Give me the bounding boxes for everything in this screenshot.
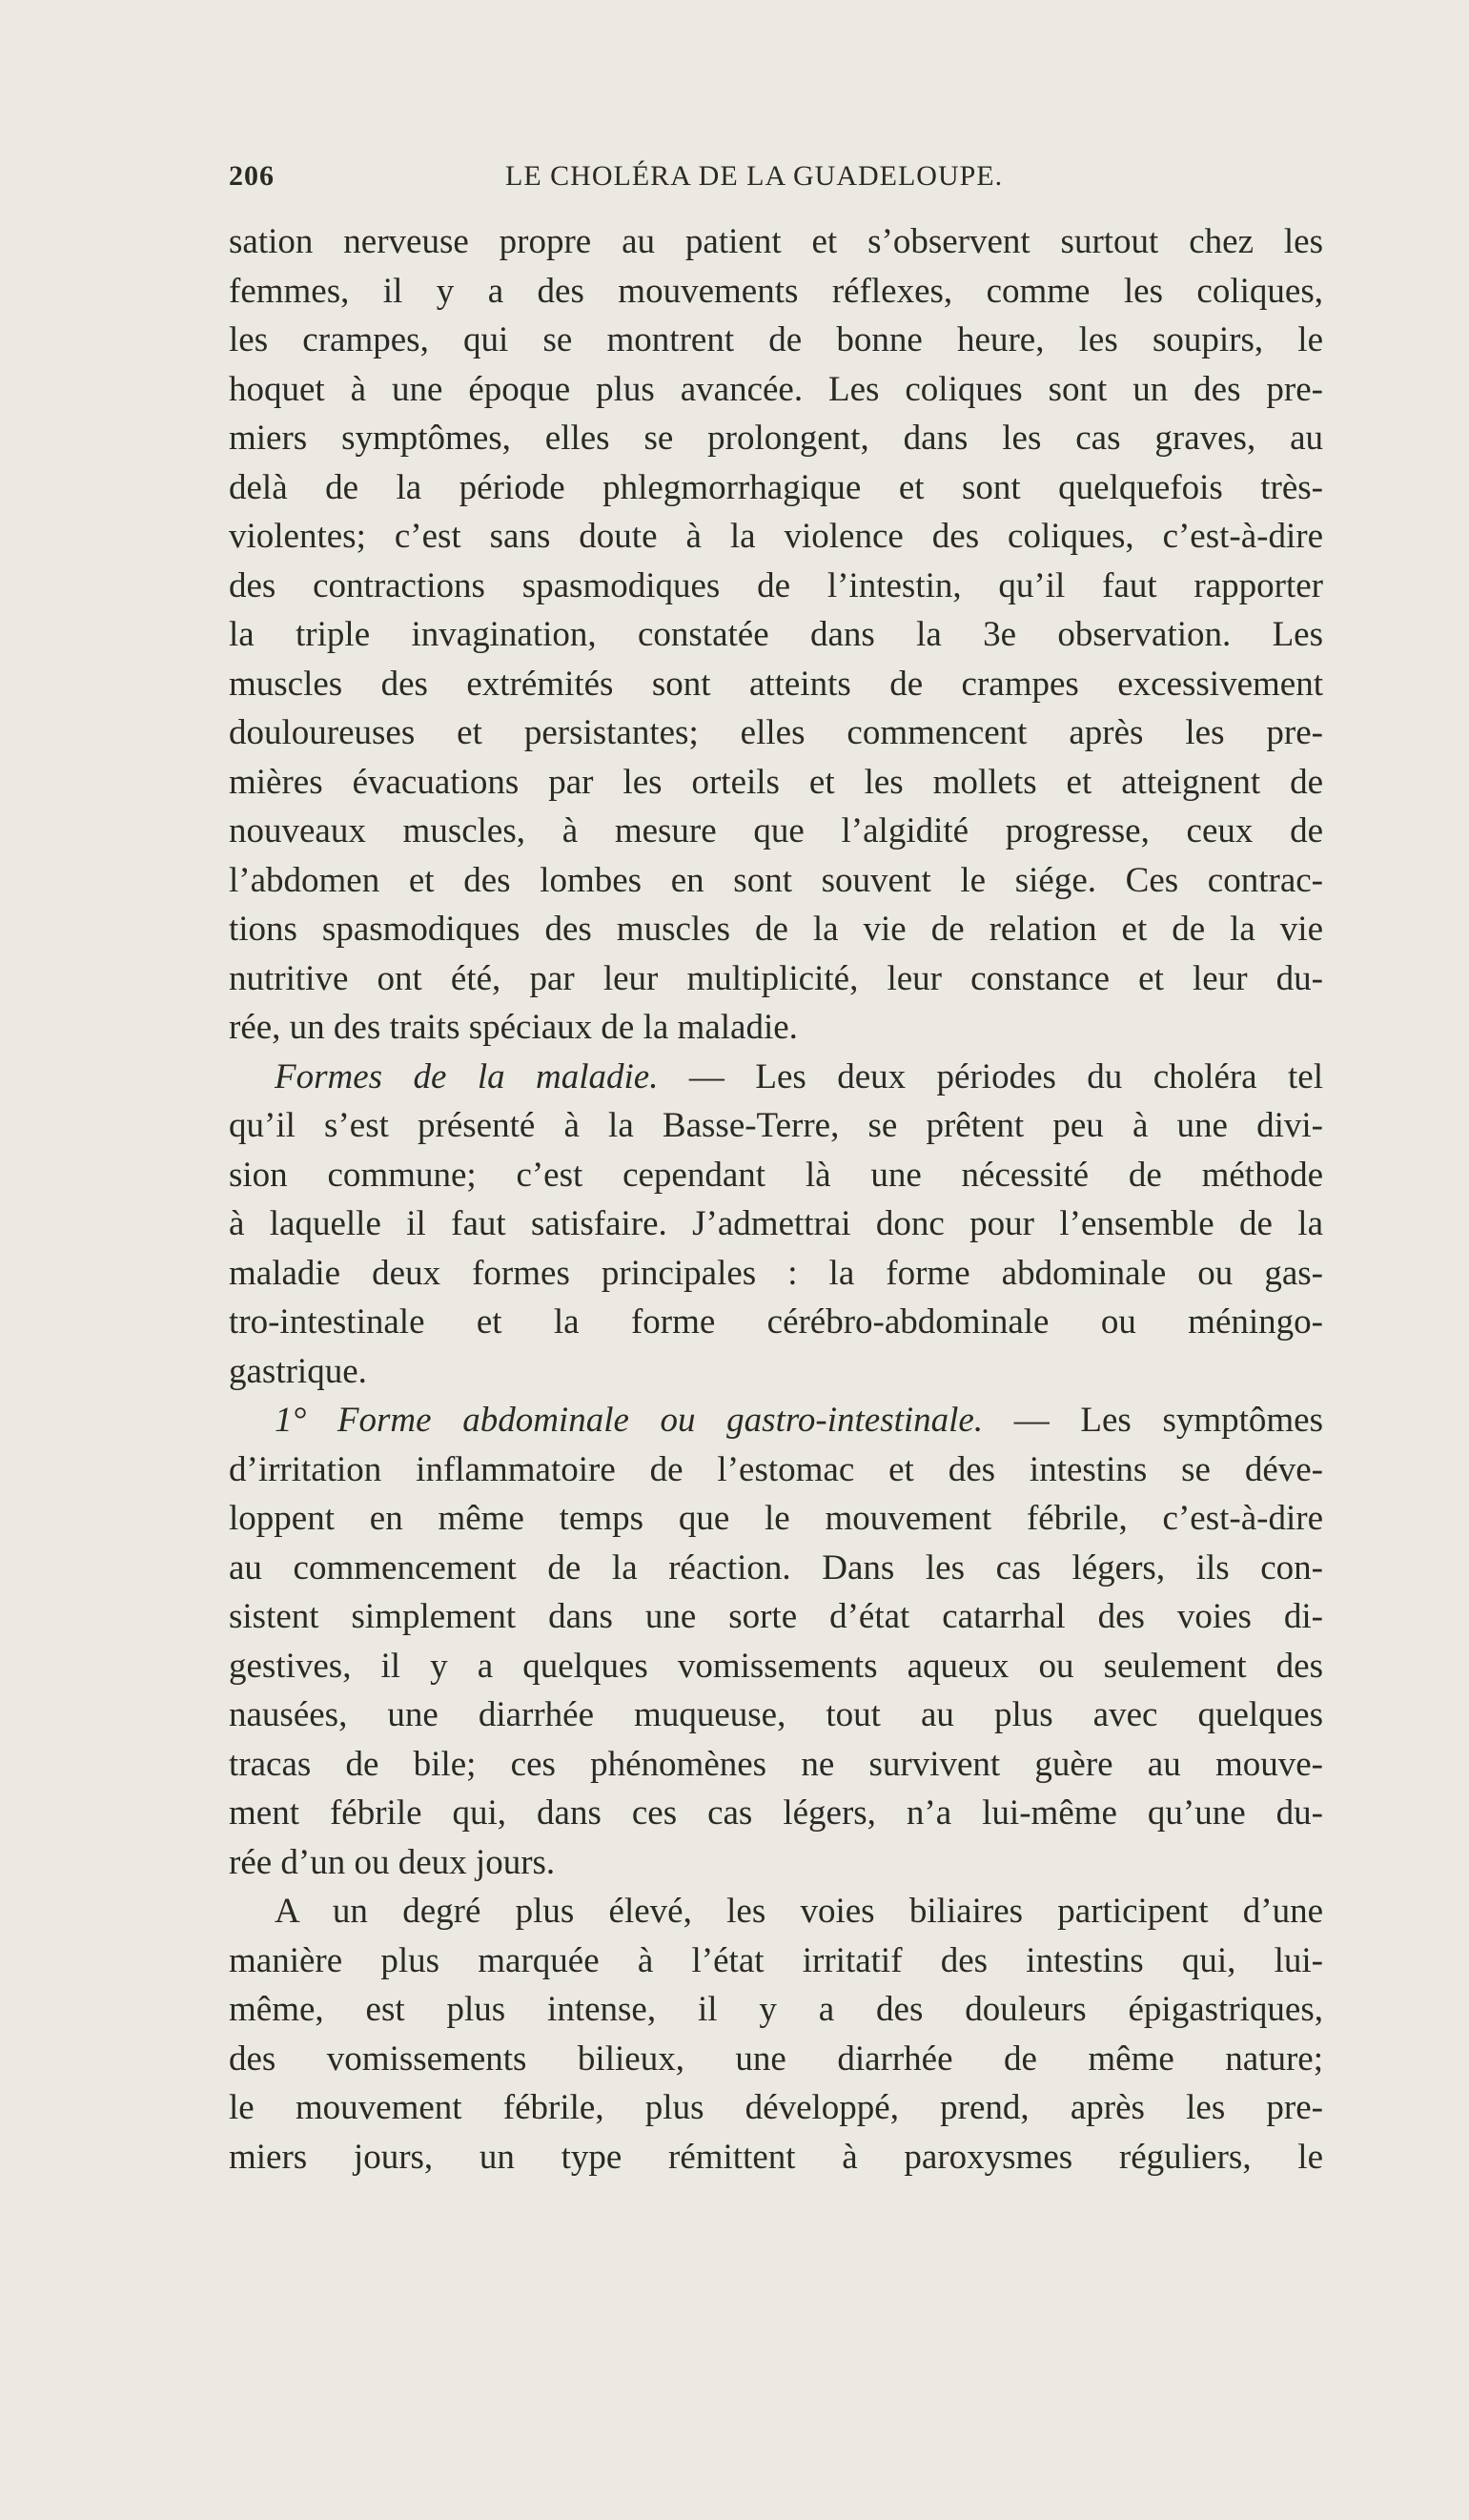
- text-line: gastrique.: [229, 1351, 367, 1391]
- text-line: femmes, il y a des mouvements réflexes, comme les coliques,: [229, 271, 1323, 311]
- text-line: nausées, une diarrhée muqueuse, tout au plus avec quelques: [229, 1695, 1323, 1734]
- body-text: [229, 217, 1323, 2182]
- text-line: ment fébrile qui, dans ces cas légers, n’a lui-même qu’une du-: [229, 1793, 1323, 1833]
- text-line: manière plus marquée à l’état irritatif des intestins qui, lui-: [229, 1940, 1323, 1980]
- text-line: rée, un des traits spéciaux de la maladie.: [229, 1008, 798, 1047]
- text-line: la triple invagination, constatée dans la 3e observation. Les: [229, 615, 1323, 654]
- text-line: des contractions spasmodiques de l’intestin, qu’il faut rapporter: [229, 565, 1323, 605]
- text-line: violentes; c’est sans doute à la violence des coliques, c’est-à-dire: [229, 517, 1323, 556]
- text-line: hoquet à une époque plus avancée. Les coliques sont un des pre-: [229, 369, 1323, 409]
- text-line: d’irritation inflammatoire de l’estomac et des intestins se déve-: [229, 1449, 1323, 1489]
- text-fragment: — Les deux périodes du choléra tel: [688, 1056, 1323, 1096]
- page-header: [229, 160, 1323, 198]
- text-line: nutritive ont été, par leur multiplicité, leur constance et leur du-: [229, 958, 1323, 998]
- text-line: miers jours, un type rémittent à paroxysmes réguliers, le: [229, 2137, 1323, 2177]
- text-line: miers symptômes, elles se prolongent, dans les cas graves, au: [229, 419, 1323, 458]
- text-line: tro-intestinale et la forme cérébro-abdominale ou méningo-: [229, 1302, 1323, 1342]
- text-line: rée d’un ou deux jours.: [229, 1842, 556, 1882]
- text-line: maladie deux formes principales : la forme abdominale ou gas-: [229, 1253, 1323, 1293]
- text-line: delà de la période phlegmorrhagique et sont quelquefois très-: [229, 467, 1323, 507]
- text-line: même, est plus intense, il y a des douleurs épigastriques,: [229, 1990, 1323, 2029]
- text-line: sistent simplement dans une sorte d’état catarrhal des voies di-: [229, 1597, 1323, 1636]
- text-line: tracas de bile; ces phénomènes ne survivent guère au mouve-: [229, 1744, 1323, 1784]
- text-line: à laquelle il faut satisfaire. J’admettrai donc pour l’ensemble de la: [229, 1204, 1323, 1243]
- text-line: douloureuses et persistantes; elles commencent après les pre-: [229, 713, 1323, 752]
- section-heading-line: [229, 1396, 1323, 1445]
- text-line: qu’il s’est présenté à la Basse-Terre, se prêtent peu à une divi-: [229, 1106, 1323, 1145]
- text-line: A un degré plus élevé, les voies biliaires participent d’une: [275, 1892, 1323, 1931]
- text-line: sation nerveuse propre au patient et s’observent surtout chez les: [229, 222, 1323, 261]
- text-line: l’abdomen et des lombes en sont souvent le siége. Ces contrac-: [229, 860, 1323, 900]
- section-heading-italic: Formes de la maladie.: [275, 1056, 659, 1096]
- text-line: nouveaux muscles, à mesure que l’algidité progresse, ceux de: [229, 811, 1323, 850]
- text-line: le mouvement fébrile, plus développé, prend, après les pre-: [229, 2088, 1323, 2127]
- text-fragment: — Les symptômes: [1013, 1401, 1323, 1440]
- running-title: LE CHOLÉRA DE LA GUADELOUPE.: [505, 160, 1004, 192]
- page-number: 206: [229, 160, 275, 192]
- text-line: muscles des extrémités sont atteints de crampes excessivement: [229, 664, 1323, 704]
- text-line: des vomissements bilieux, une diarrhée de même nature;: [229, 2039, 1323, 2079]
- text-line: mières évacuations par les orteils et les mollets et atteignent de: [229, 762, 1323, 802]
- text-line: tions spasmodiques des muscles de la vie de relation et de la vie: [229, 910, 1323, 949]
- text-line: au commencement de la réaction. Dans les cas légers, ils con-: [229, 1547, 1323, 1588]
- text-line: les crampes, qui se montrent de bonne heure, les soupirs, le: [229, 320, 1323, 359]
- text-line: sion commune; c’est cependant là une nécessité de méthode: [229, 1155, 1323, 1195]
- text-line: gestives, il y a quelques vomissements aqueux ou seulement des: [229, 1646, 1323, 1686]
- section-heading-line: [229, 1053, 1323, 1102]
- text-line: loppent en même temps que le mouvement fébrile, c’est-à-dire: [229, 1499, 1323, 1538]
- section-heading-italic: 1° Forme abdominale ou gastro-intestinale.: [275, 1401, 984, 1440]
